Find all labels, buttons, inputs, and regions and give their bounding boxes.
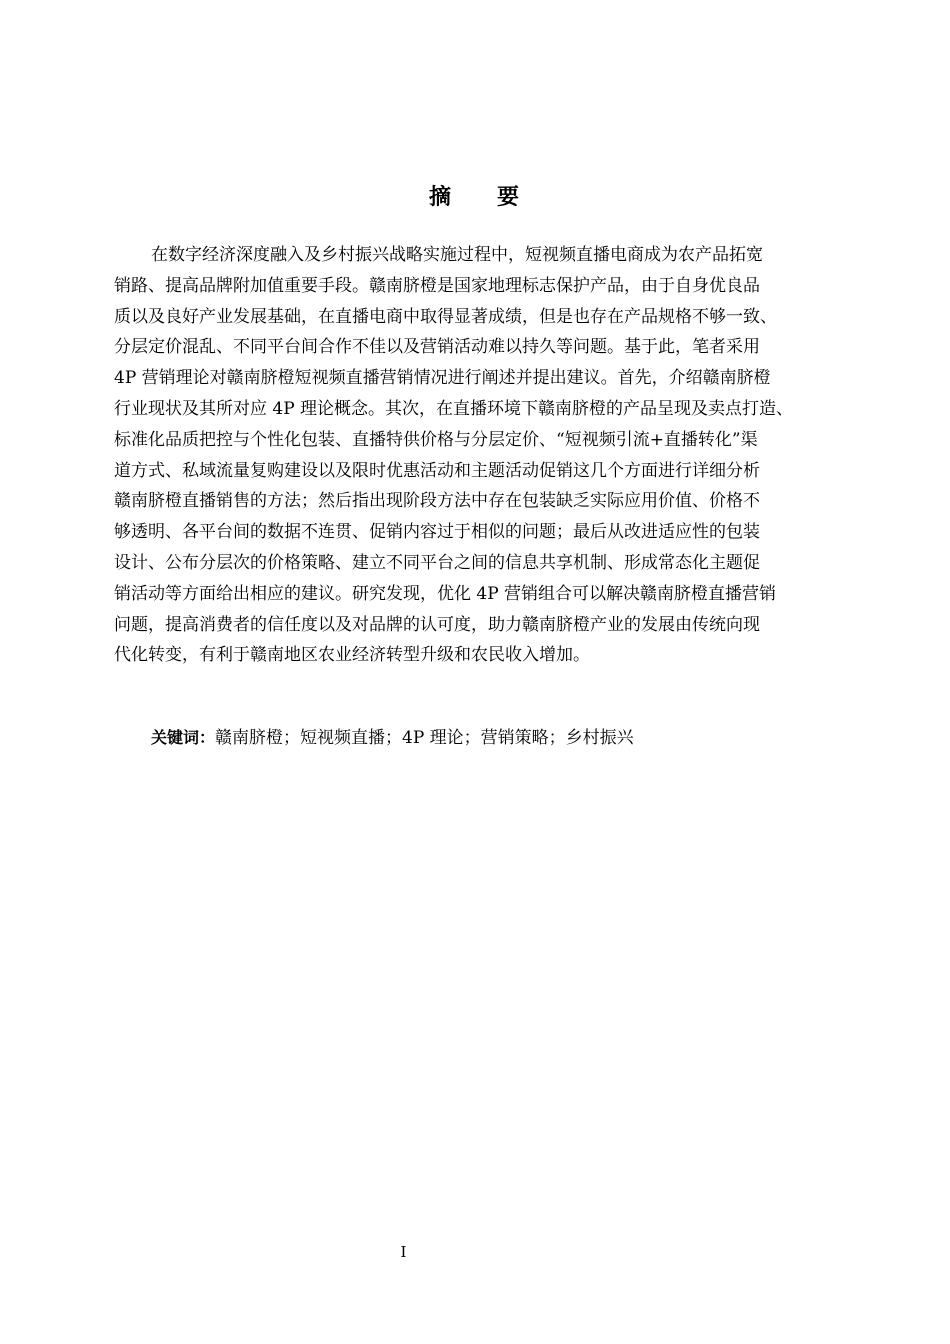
abstract-line: 销路、提高品牌附加值重要手段。赣南脐橙是国家地理标志保护产品，由于自身优良品 xyxy=(114,275,760,296)
page-title xyxy=(0,180,950,211)
abstract-line: 赣南脐橙直播销售的方法；然后指出现阶段方法中存在包装缺乏实际应用价值、价格不 xyxy=(114,491,760,512)
title-char-1: 摘 xyxy=(428,185,453,210)
abstract-line: 标准化品质把控与个性化包装、直播特供价格与分层定价、“短视频引流+直播转化”渠 xyxy=(114,429,758,450)
page-number: I xyxy=(400,1243,407,1261)
keywords-section xyxy=(151,724,634,752)
abstract-line: 在数字经济深度融入及乡村振兴战略实施过程中，短视频直播电商成为农产品拓宽 xyxy=(151,245,763,265)
abstract-line: 问题，提高消费者的信任度以及对品牌的认可度，助力赣南脐橙产业的发展由传统向现 xyxy=(114,614,760,635)
abstract-line: 代化转变，有利于赣南地区农业经济转型升级和农民收入增加。 xyxy=(114,645,590,666)
abstract-line: 销活动等方面给出相应的建议。研究发现，优化 4P 营销组合可以解决赣南脐橙直播营销 xyxy=(114,583,777,604)
abstract-body xyxy=(114,240,858,671)
keywords-label: 关键词： xyxy=(151,728,216,747)
abstract-line: 够透明、各平台间的数据不连贯、促销内容过于相似的问题；最后从改进适应性的包装 xyxy=(114,522,760,543)
abstract-line: 设计、公布分层次的价格策略、建立不同平台之间的信息共享机制、形成常态化主题促 xyxy=(114,552,760,573)
abstract-line: 4P 营销理论对赣南脐橙短视频直播营销情况进行阐述并提出建议。首先，介绍赣南脐橙 xyxy=(114,368,771,389)
abstract-line: 质以及良好产业发展基础，在直播电商中取得显著成绩，但是也存在产品规格不够一致、 xyxy=(114,306,777,327)
abstract-line: 道方式、私域流量复购建设以及限时优惠活动和主题活动促销这几个方面进行详细分析 xyxy=(114,460,760,481)
abstract-line: 分层定价混乱、不同平台间合作不佳以及营销活动难以持久等问题。基于此，笔者采用 xyxy=(114,337,760,358)
abstract-line: 行业现状及其所对应 4P 理论概念。其次，在直播环境下赣南脐橙的产品呈现及卖点打造、 xyxy=(114,398,794,419)
title-char-2: 要 xyxy=(497,185,522,210)
keywords-text: 赣南脐橙；短视频直播；4P 理论；营销策略；乡村振兴 xyxy=(215,728,634,748)
